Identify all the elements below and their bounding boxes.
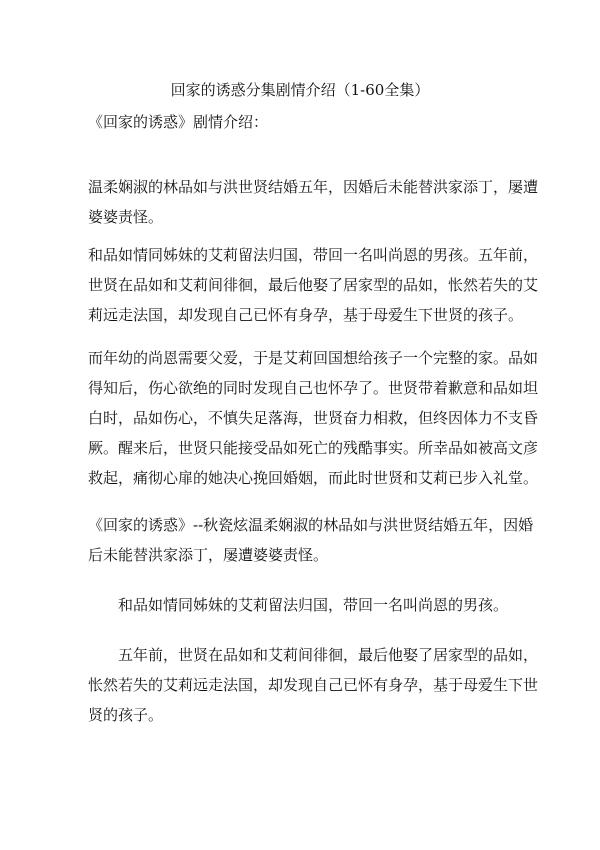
document-title: 回家的诱惑分集剧情介绍（1-60全集） [170, 81, 430, 99]
paragraph-line: 救起，痛彻心扉的她决心挽回婚姻，而此时世贤和艾莉已步入礼堂。 [88, 469, 539, 487]
paragraph-line: 温柔娴淑的林品如与洪世贤结婚五年，因婚后未能替洪家添丁，屡遭 [88, 178, 539, 196]
paragraph-6 [88, 640, 539, 730]
paragraph-line: 后未能替洪家添丁，屡遭婆婆责怪。 [88, 546, 329, 564]
paragraph-line: 得知后，伤心欲绝的同时发现自己也怀孕了。世贤带着歉意和品如坦 [88, 379, 539, 397]
paragraph-4 [88, 510, 534, 570]
paragraph-3 [88, 343, 539, 493]
paragraph-line: 和品如情同姊妹的艾莉留法归国，带回一名叫尚恩的男孩。五年前， [88, 246, 539, 264]
paragraph-line: 《回家的诱惑》--秋瓷炫温柔娴淑的林品如与洪世贤结婚五年，因婚 [88, 516, 534, 534]
paragraph-line: 而年幼的尚恩需要父爱，于是艾莉回国想给孩子一个完整的家。品如 [88, 349, 539, 367]
paragraph-2 [88, 240, 539, 330]
paragraph-line: 厥。醒来后，世贤只能接受品如死亡的残酷事实。所幸品如被高文彦 [88, 439, 539, 457]
paragraph-line: 和品如情同姊妹的艾莉留法归国，带回一名叫尚恩的男孩。 [118, 596, 509, 614]
document-subtitle: 《回家的诱惑》剧情介绍： [88, 113, 269, 131]
paragraph-line: 世贤在品如和艾莉间徘徊，最后他娶了居家型的品如，怅然若失的艾 [88, 276, 539, 294]
paragraph-line: 贤的孩子。 [88, 706, 164, 724]
paragraph-line: 莉远走法国，却发现自己已怀有身孕，基于母爱生下世贤的孩子。 [88, 306, 524, 324]
paragraph-line: 五年前，世贤在品如和艾莉间徘徊，最后他娶了居家型的品如， [118, 646, 539, 664]
paragraph-1 [88, 172, 539, 232]
paragraph-line: 白时，品如伤心，不慎失足落海，世贤奋力相救，但终因体力不支昏 [88, 409, 539, 427]
paragraph-line: 婆婆责怪。 [88, 208, 164, 226]
paragraph-5 [88, 590, 528, 620]
paragraph-line: 怅然若失的艾莉远走法国，却发现自己已怀有身孕，基于母爱生下世 [88, 676, 539, 694]
